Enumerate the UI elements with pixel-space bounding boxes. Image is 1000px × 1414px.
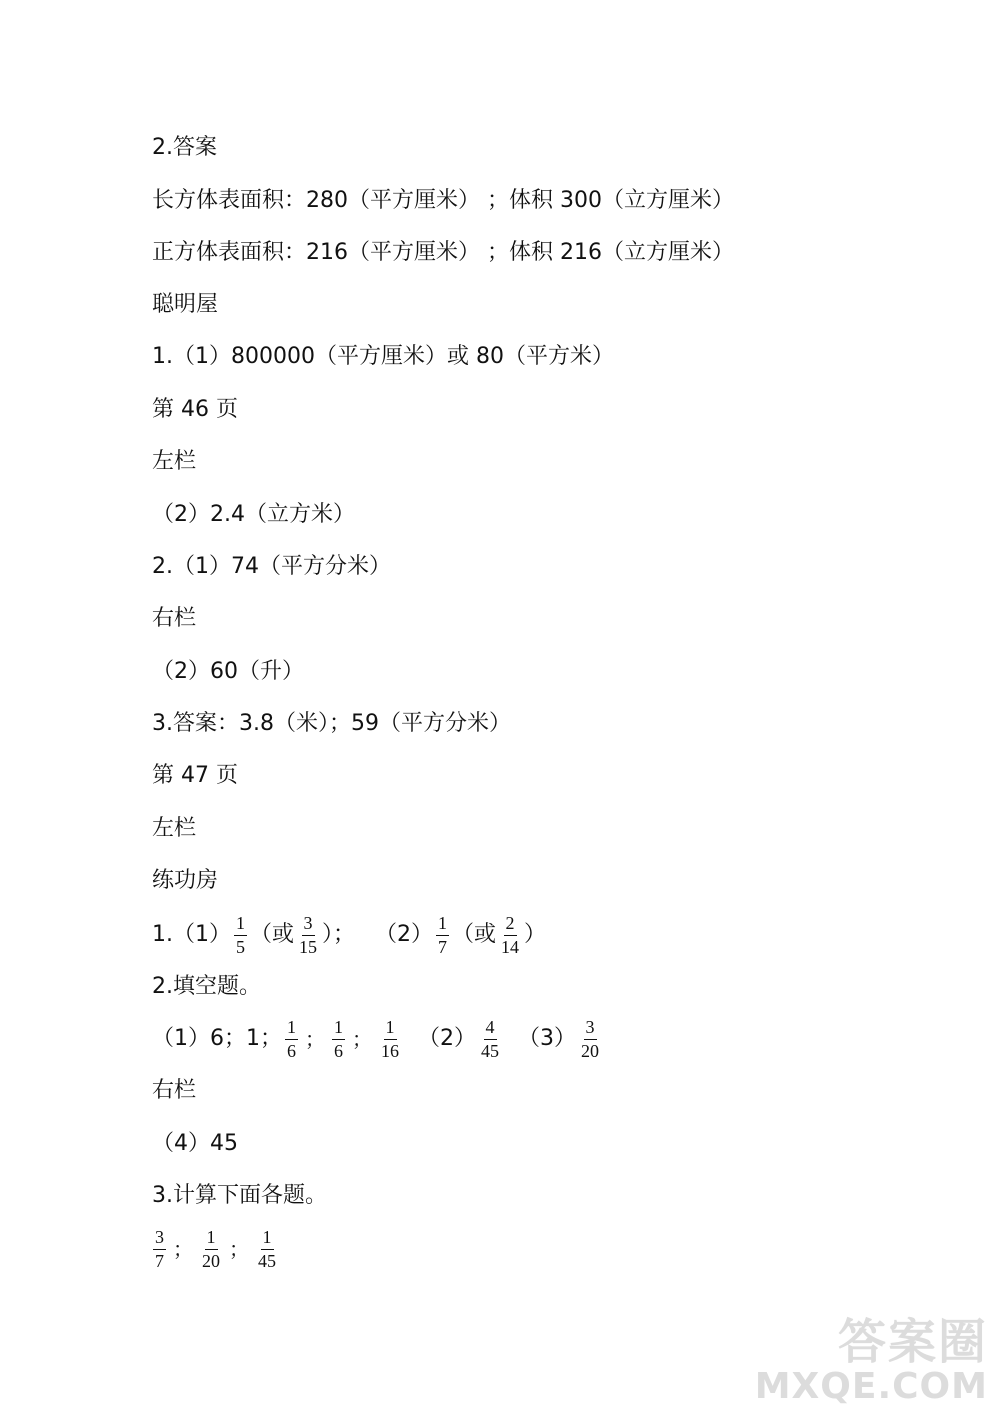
fraction: $\frac{1}{6}$	[287, 1016, 296, 1061]
fraction: $\frac{3}{15}$	[299, 912, 318, 957]
text: （或	[250, 922, 295, 947]
fraction: $\frac{1}{7}$	[438, 912, 448, 957]
fraction: $\frac{1}{20}$	[202, 1226, 220, 1271]
fraction: $\frac{1}{6}$	[334, 1016, 343, 1061]
section-heading: 2.填空题。	[152, 974, 261, 999]
fraction: $\frac{1}{16}$	[381, 1016, 399, 1061]
answer-line: 长方体表面积：280（平方厘米） ；体积 300（立方厘米）	[152, 188, 734, 213]
answer-line-fractions	[152, 910, 546, 960]
answer-line: 2.（1）74（平方分米）	[152, 554, 391, 579]
answer-line-fractions	[152, 1014, 604, 1064]
item-label: 1.（1）	[152, 922, 231, 947]
section-heading: 2.答案	[152, 135, 217, 160]
fraction: $\frac{2}{14}$	[501, 912, 520, 957]
answer-line: （4）45	[152, 1131, 238, 1156]
section-heading: 聪明屋	[152, 292, 219, 317]
watermark-logo-text: 答案圈	[837, 1314, 988, 1370]
separator: ；	[229, 1237, 249, 1261]
column-heading: 左栏	[152, 449, 197, 474]
column-heading: 右栏	[152, 606, 197, 631]
page-heading: 第 47 页	[152, 763, 238, 788]
fraction: $\frac{3}{7}$	[155, 1226, 164, 1271]
column-heading: 左栏	[152, 816, 197, 841]
fraction: $\frac{1}{5}$	[236, 912, 245, 957]
item-label: （2）	[418, 1026, 476, 1051]
item-label: （1）6；1；	[152, 1026, 282, 1051]
text: ）	[524, 922, 547, 947]
answer-line: 3.答案：3.8（米）；59（平方分米）	[152, 711, 511, 736]
column-heading: 右栏	[152, 1078, 197, 1103]
text: ）；	[322, 922, 356, 947]
answer-line: （2）2.4（立方米）	[152, 502, 355, 527]
answer-line: 1.（1）800000（平方厘米）或 80（平方米）	[152, 344, 614, 369]
fraction: $\frac{1}{45}$	[258, 1226, 276, 1271]
answer-line-fractions	[150, 1224, 281, 1274]
section-heading: 3.计算下面各题。	[152, 1183, 327, 1208]
separator: ；	[305, 1027, 325, 1051]
item-label: （3）	[518, 1026, 576, 1051]
answer-line: （2）60（升）	[152, 659, 304, 684]
section-heading: 练功房	[152, 868, 219, 893]
fraction: $\frac{3}{20}$	[581, 1016, 599, 1061]
watermark	[755, 1316, 988, 1406]
separator: ；	[352, 1027, 372, 1051]
item-label: （2）	[375, 922, 434, 947]
separator: ；	[173, 1237, 193, 1261]
text: （或	[452, 922, 497, 947]
answer-line: 正方体表面积：216（平方厘米） ；体积 216（立方厘米）	[152, 240, 734, 265]
watermark-url: MXQE.COM	[754, 1366, 988, 1407]
page-heading: 第 46 页	[152, 397, 238, 422]
fraction: $\frac{4}{45}$	[481, 1016, 499, 1061]
